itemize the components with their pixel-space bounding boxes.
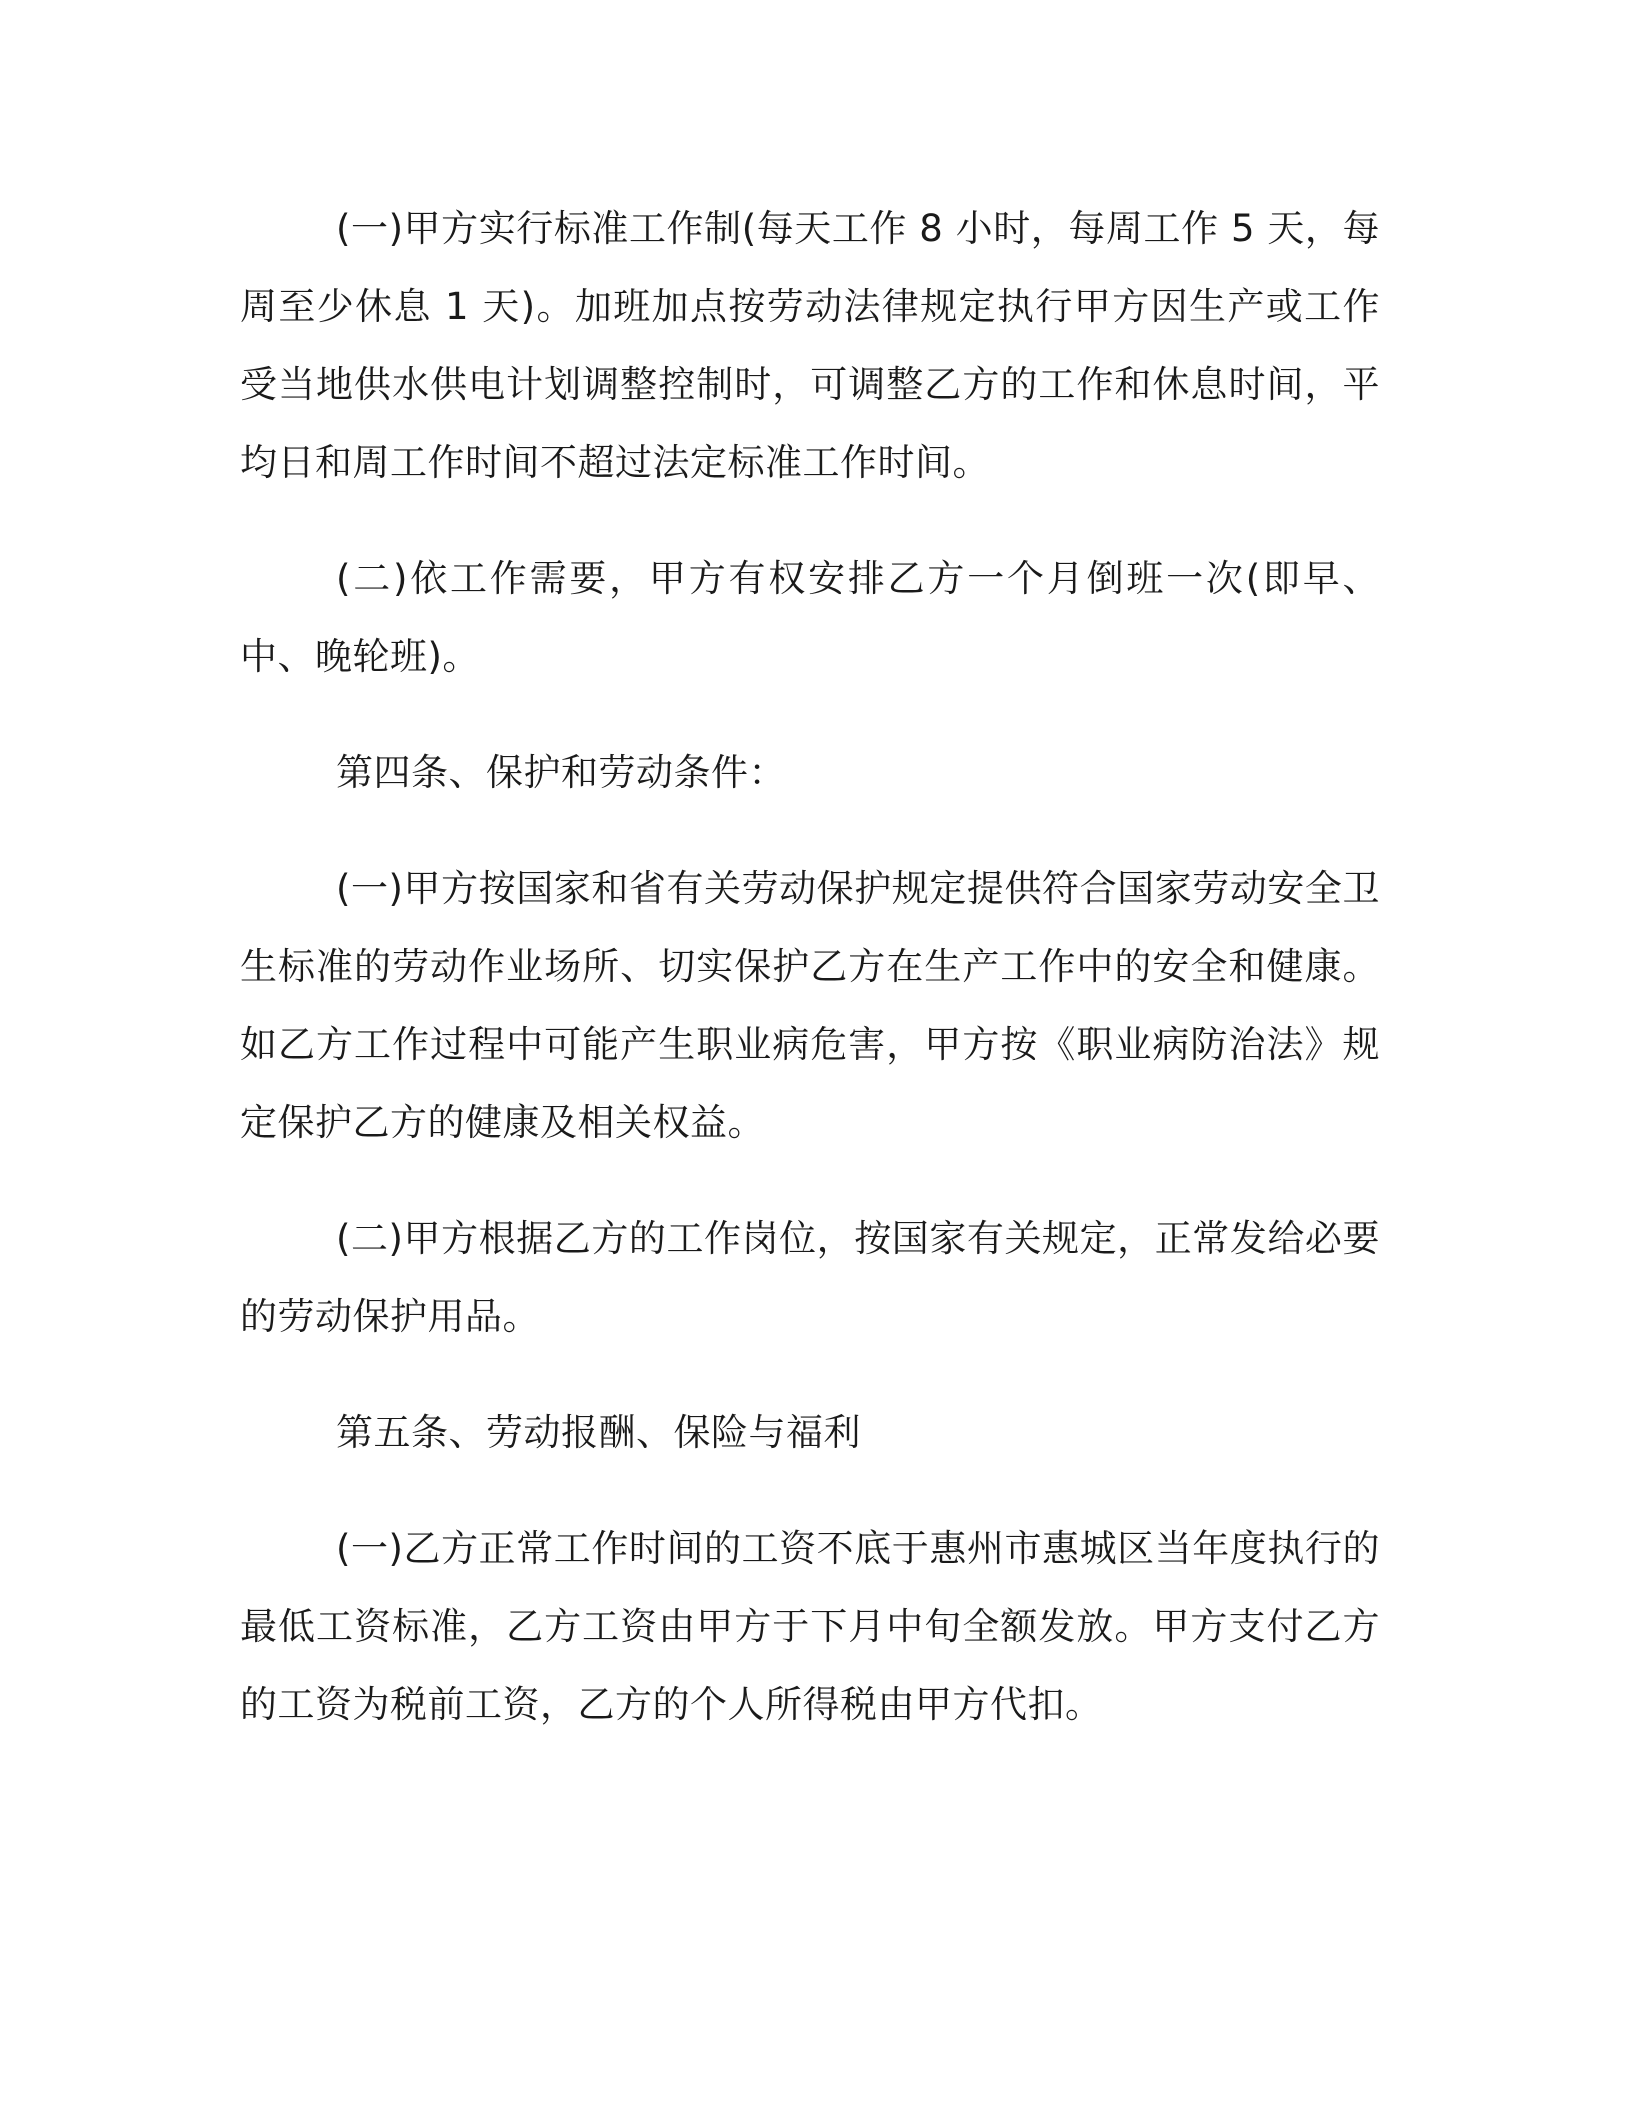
article-5-heading: 第五条、劳动报酬、保险与福利 [336, 1411, 861, 1454]
paragraph-labor-protection: (一)甲方按国家和省有关劳动保护规定提供符合国家劳动安全卫生标准的劳动作业场所、切实保护乙方在生产工作中的安全和健康。如乙方工作过程中可能产生职业病危害，甲方按《职业病防治法》规定保护乙方的健康及相关权益。 [240, 867, 1380, 1144]
paragraph-wages: (一)乙方正常工作时间的工资不底于惠州市惠城区当年度执行的最低工资标准，乙方工资由甲方于下月中旬全额发放。甲方支付乙方的工资为税前工资，乙方的个人所得税由甲方代扣。 [240, 1527, 1380, 1726]
article-4-heading: 第四条、保护和劳动条件： [336, 751, 786, 794]
document-body [240, 190, 1380, 1782]
paragraph-protective-equipment: (二)甲方根据乙方的工作岗位，按国家有关规定，正常发给必要的劳动保护用品。 [240, 1217, 1380, 1338]
paragraph-working-hours: (一)甲方实行标准工作制(每天工作 8 小时，每周工作 5 天，每周至少休息 1 天)。加班加点按劳动法律规定执行甲方因生产或工作受当地供水供电计划调整控制时，可调整乙方的工作和休息时间，平均日和周工作时间不超过法定标准工作时间。 [240, 207, 1380, 484]
paragraph-shift-rotation: (二)依工作需要，甲方有权安排乙方一个月倒班一次(即早、中、晚轮班)。 [240, 557, 1380, 678]
